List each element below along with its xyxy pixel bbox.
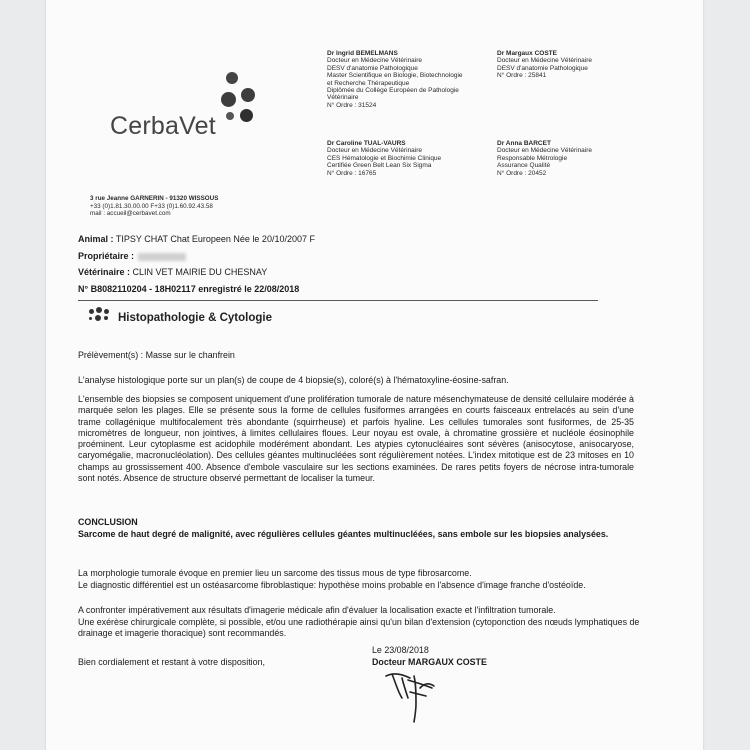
doctor-line: N° Ordre : 20452: [497, 169, 547, 177]
doctor-line: Certifiée Green Belt Lean Six Sigma: [327, 162, 432, 170]
vet-row: [78, 267, 267, 277]
section-title: Histopathologie & Cytologie: [118, 312, 272, 324]
paragraph-recommandation: Une exérèse chirurgicale complète, si possible, et/ou une radiothérapie ainsi qu'un bilan d'extension (cytoponction des nœuds lymphatiques de drainage et imagerie thoracique) sont recommandés.: [78, 617, 640, 639]
doctor-block-1: [327, 50, 487, 109]
prelevement: Prélèvement(s) : Masse sur le chanfrein: [78, 350, 235, 360]
doctor-name: Dr Caroline TUAL-VAURS: [327, 140, 406, 147]
animal-value: TIPSY CHAT Chat Europeen Née le 20/10/2007 F: [115, 234, 315, 244]
doctor-name: Dr Ingrid BEMELMANS: [327, 50, 398, 57]
doctor-line: Assurance Qualité: [497, 162, 551, 170]
owner-redacted: [138, 253, 186, 261]
vet-value: CLIN VET MAIRIE DU CHESNAY: [132, 267, 268, 277]
doctor-line: DESV d'anatomie Pathologique: [497, 64, 588, 72]
doctor-line: Docteur en Médecine Vétérinaire: [497, 147, 593, 155]
paragraph-diagnostic: Le diagnostic différentiel est un ostéasarcome fibroblastique: hypothèse moins probable en l'absence d'image franche d'ostéoïde.: [78, 580, 586, 590]
doctor-block-3: [327, 140, 487, 177]
analyse-text: L'analyse histologique porte sur un plan(s) de coupe de 4 biopsie(s), coloré(s) à l'hématoxyline-éosine-safran.: [78, 375, 509, 385]
doctor-block-2: [497, 50, 647, 80]
conclusion-label: CONCLUSION: [78, 517, 138, 527]
divider: [78, 300, 598, 301]
doctor-line: et Recherche Thérapeutique: [327, 79, 410, 87]
doctor-line: DESV d'anatomie Pathologique: [327, 64, 418, 72]
address-line: 3 rue Jeanne GARNERIN - 91320 WISSOUS: [90, 195, 219, 202]
doctor-line: Master Scientifique en Biologie, Biotechnologie: [327, 72, 463, 80]
doctor-line: Docteur en Médecine Vétérinaire: [327, 147, 423, 155]
signatory-name: Docteur MARGAUX COSTE: [372, 657, 487, 667]
doctor-line: CES Hématologie et Biochimie Clinique: [327, 154, 442, 162]
owner-row: [78, 251, 186, 261]
owner-label: Propriétaire :: [78, 251, 135, 261]
animal-label: Animal :: [78, 234, 114, 244]
handwritten-signature: [380, 668, 450, 728]
doctor-line: N° Ordre : 31524: [327, 101, 377, 109]
doctor-line: Diplômée du Collège Européen de Pathologie: [327, 87, 459, 95]
paragraph-morphologie: La morphologie tumorale évoque en premier lieu un sarcome des tissus mous de type fibrosarcome.: [78, 568, 472, 578]
doctor-line: N° Ordre : 16765: [327, 169, 377, 177]
doctor-name: Dr Anna BARCET: [497, 140, 551, 147]
doctor-line: Responsable Métrologie: [497, 154, 568, 162]
closing-line: Bien cordialement et restant à votre disposition,: [78, 657, 265, 667]
doctor-name: Dr Margaux COSTE: [497, 50, 557, 57]
doctor-block-4: [497, 140, 647, 177]
doctor-line: Docteur en Médecine Vétérinaire: [327, 57, 423, 65]
doctor-line: N° Ordre : 25841: [497, 72, 547, 80]
address-phone: +33 (0)1.81.30.00.00 F+33 (0)1.60.92.43.58: [90, 202, 213, 210]
doctor-line: Docteur en Médecine Vétérinaire: [497, 57, 593, 65]
conclusion-text: Sarcome de haut degré de malignité, avec régulières cellules géantes multinucléées, sans embole sur les biopsies analysées.: [78, 529, 609, 539]
record-number: N° B8082110204 - 18H02117 enregistré le 22/08/2018: [78, 284, 300, 294]
report-date: Le 23/08/2018: [372, 645, 429, 655]
cerbavet-logo-text: CerbaVet: [110, 112, 216, 140]
description-text: L'ensemble des biopsies se composent uniquement d'une prolifération tumorale de nature mésenchymateuse de densité cellulaire modérée à marquée selon les plages. Elle se présente sous la forme de cellules fusiformes arrangées en courts faisceaux entrelacés au sein d'une trame collagénique multifocalement très abondante (squirrheuse) et parfois hyaline. Les cellules tumorales sont fusiformes, de 25-35 micromètres de longueur, non jointives, à limites cellulaires floues. Leur noyau est ovale, à chromatine grossière et nucléole éosinophile proéminent. Leur cytoplasme est acidophile modérément abondant. Les atypies cytonucléaires sont sévères (anisocytose, anisocaryose, caryomégalie, macronucléolation). Des cellules géantes multinucléées sont régulièrement notées. L'index mitotique est de 23 mitoses en 10 champs au grossissement 400. Absence d'embole vasculaire sur les sections examinées. De rares petits foyers de nécrose intra-tumorale sont notés. Absence de structure observé permettant de localiser la tumeur.: [78, 394, 634, 484]
vet-label: Vétérinaire :: [78, 267, 131, 277]
animal-row: [78, 234, 315, 244]
address-email: mail : accueil@cerbavet.com: [90, 210, 171, 218]
doctor-line: Vétérinaire: [327, 94, 359, 102]
lab-address: [90, 195, 218, 218]
paragraph-confronter: A confronter impérativement aux résultats d'imagerie médicale afin d'évaluer la localisation exacte et l'infiltration tumorale.: [78, 605, 556, 615]
